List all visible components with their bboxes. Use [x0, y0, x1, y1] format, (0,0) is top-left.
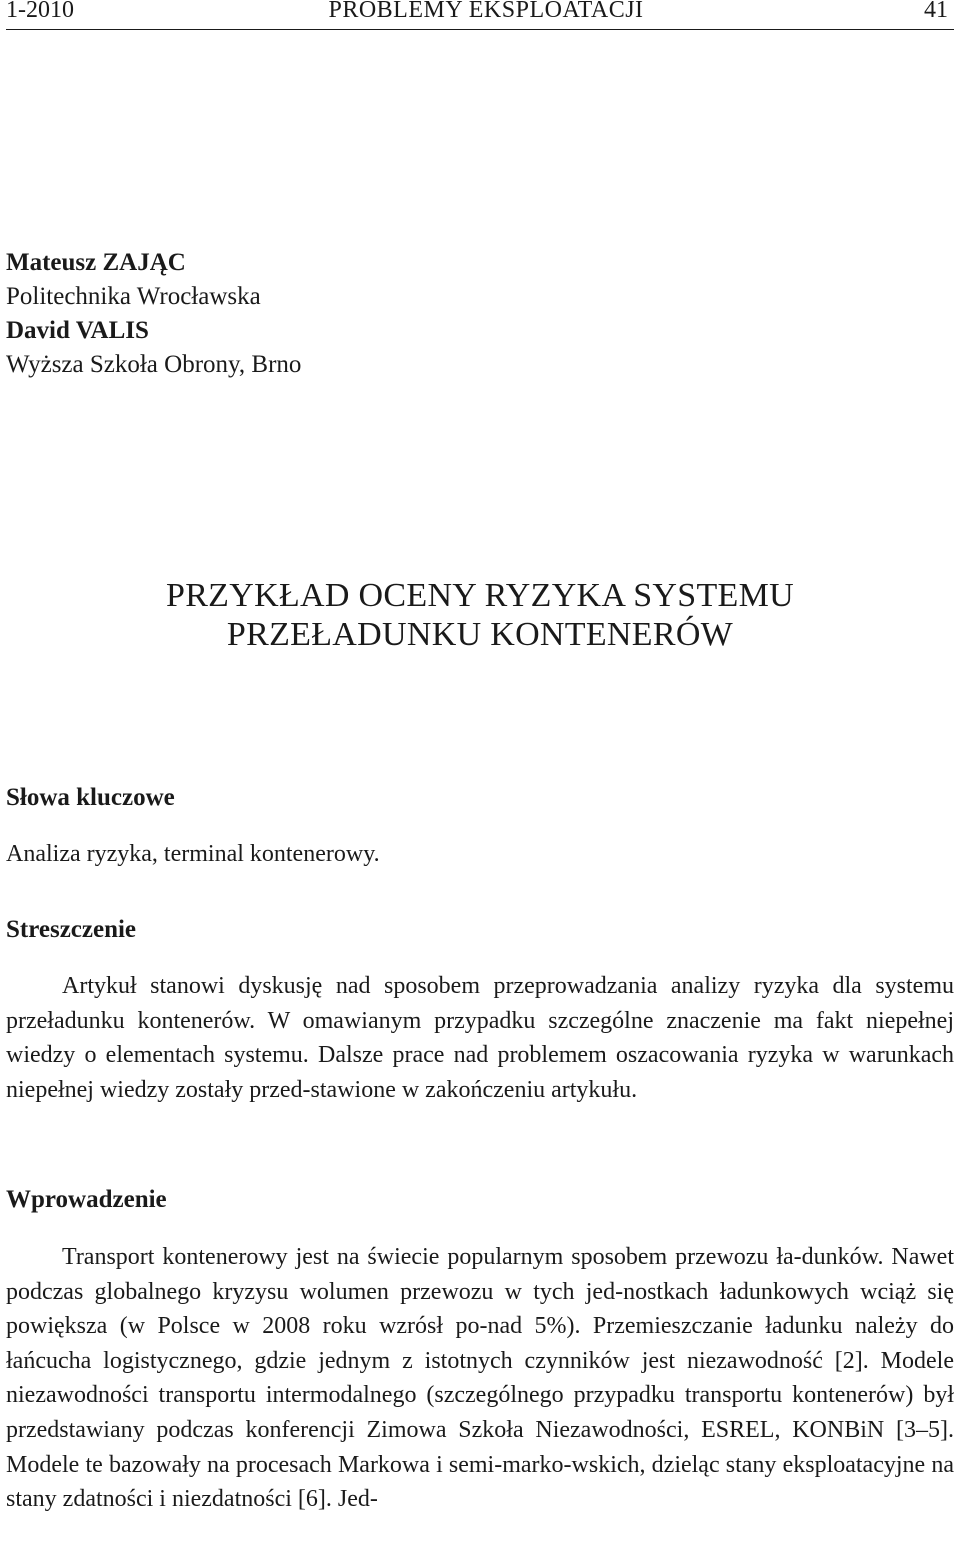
abstract-paragraph [6, 969, 954, 1107]
issue-number: 1-2010 [6, 0, 74, 23]
introduction-heading: Wprowadzenie [6, 1186, 167, 1213]
introduction-text: Transport kontenerowy jest na świecie popularnym sposobem przewozu ła-dunków. Nawet podczas globalnego kryzysu wolumen przewozu w tych jed-nostkach ładunkowych wciąż się powiększa (w Polsce w 2008 roku wzrósł po-nad 5%). Przemieszczanie ładunku należy do łańcucha logistycznego, gdzie jednym z istotnych czynników jest niezawodność [2]. Modele niezawodności transportu intermodalnego (szczególnego przypadku transportu kontenerów) był przedstawiany podczas konferencji Zimowa Szkoła Niezawodności, ESREL, KONBiN [3–5]. Modele te bazowały na procesach Markowa i semi-marko-wskich, dzieląc stany eksploatacyjne na stany zdatności i niezdatności [6]. Jed- [6, 1244, 954, 1513]
author-affiliation: Wyższa Szkoła Obrony, Brno [6, 351, 302, 378]
title-line: PRZYKŁAD OCENY RYZYKA SYSTEMU [166, 577, 794, 614]
author-name: David VALIS [6, 317, 149, 344]
paper-title [0, 576, 960, 654]
journal-title: PROBLEMY EKSPLOATACJI [328, 0, 644, 23]
running-header [6, 0, 954, 30]
abstract-heading: Streszczenie [6, 916, 137, 943]
abstract-text: Artykuł stanowi dyskusję nad sposobem przeprowadzania analizy ryzyka dla systemu przeładunku kontenerów. W omawianym przypadku szczególne znaczenie ma fakt niepełnej wiedzy o elementach systemu. Dalsze prace nad problemem oszacowania ryzyka w warunkach niepełnej wiedzy zostały przed-stawione w zakończeniu artykułu. [6, 973, 954, 1103]
author-name: Mateusz ZAJĄC [6, 249, 186, 276]
keywords-text: Analiza ryzyka, terminal kontenerowy. [6, 841, 380, 867]
author-block [6, 246, 301, 382]
page-number: 41 [924, 0, 948, 23]
header-rule [6, 29, 954, 30]
title-line: PRZEŁADUNKU KONTENERÓW [226, 616, 734, 653]
keywords-heading: Słowa kluczowe [6, 784, 175, 811]
introduction-paragraph [6, 1240, 954, 1517]
author-affiliation: Politechnika Wrocławska [6, 283, 261, 310]
